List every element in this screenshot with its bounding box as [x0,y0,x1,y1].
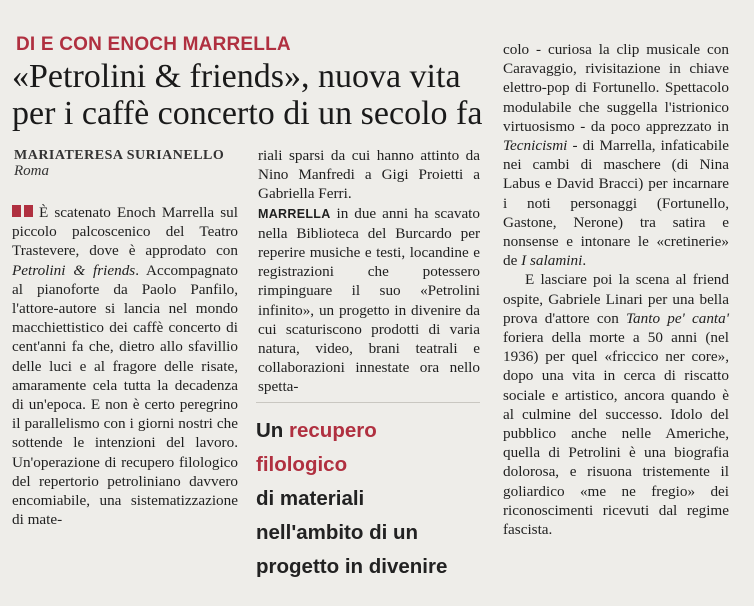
pullquote-divider [256,402,480,403]
article-column-3 [503,40,729,539]
paragraph-intro: È scatenato Enoch Marrella sul piccolo palcoscenico del Teatro Trastevere, dove è approdato con Petrolini & friends. Accompagnato al pianoforte da Paolo Panfilo, l'attore-autore si lancia nel mondo macchiettistico dei caffè concerto di cent'anni fa che, dietro allo sfavillio delle luci e al fragore delle risate, amaramente cela tutta la decadenza di un'epoca. E non è certo peregrino il parallelismo con i giorni nostri che sottende le intenzioni del lavoro. Un'operazione di recupero filologico del repertorio petroliniano davvero encomiabile, una sistematizzazione di mate- [12,204,238,529]
show-title: Petrolini & friends [12,261,136,279]
dateline-place: Roma [14,163,49,179]
pullquote-highlight-1: recupero [289,419,377,442]
article-headline: «Petrolini & friends», nuova vita per i caffè concerto di un secolo fa [12,58,483,132]
pullquote-highlight-2: filologico [256,453,348,476]
paragraph-continued: riali sparsi da cui hanno attinto da Nino Manfredi a Gigi Proietti a Gabriella Ferri. [258,147,480,203]
article-kicker: DI E CON ENOCH MARRELLA [16,34,291,55]
paragraph-guest: E lasciare poi la scena al friend ospite, Gabriele Linari per una bella prova d'attore con Tanto pe' canta' foriera della morte a 50 anni (nel 1936) per quel «friccico ner core», dopo una vita in cerca di riscatto sociale e artistico, ancora quando è al culmine del successo. Idolo del pubblico anche nelle Americhe, quella di Petrolini è una biografia dolorosa, e risuona tristemente il goliardico «me ne fregio» dei riconoscimenti ricevuti dal regime fascista. [503,271,729,539]
paragraph-marrella: MARRELLA in due anni ha scavato nella Biblioteca del Burcardo per reperire musiche e testi, locandine e registrazioni che potessero rimpinguare il suo «Petrolini infinito», un progetto in divenire da cui scaturiscono prodotti di varia natura, video, brani teatrali e collaborazioni innestate ora nello spetta- [258,204,480,396]
article-column-1 [12,203,238,529]
author-byline: MARIATERESA SURIANELLO [14,148,225,163]
red-bullet-icon [12,205,34,217]
paragraph-show-description: colo - curiosa la clip musicale con Caravaggio, rivisitazione in chiave elettro-pop di Fortunello. Spettacolo modulabile che suggella l'istrionico virtuosismo - da poco apprezzato in Tecnicismi - di Marrella, infaticabile nei cambi di maschere (di Nina Labus e David Bracci) per incarnare i noti personaggi (Fortunello, Gastone, Nerone) tra satira e nonsense e intonare le «cretinerie» de I salamini. [503,41,729,270]
run-in-head: MARRELLA [258,206,331,221]
article-column-2 [258,146,480,397]
pull-quote: Un recupero filologico di materiali nell'ambito di un progetto in divenire [256,419,448,578]
